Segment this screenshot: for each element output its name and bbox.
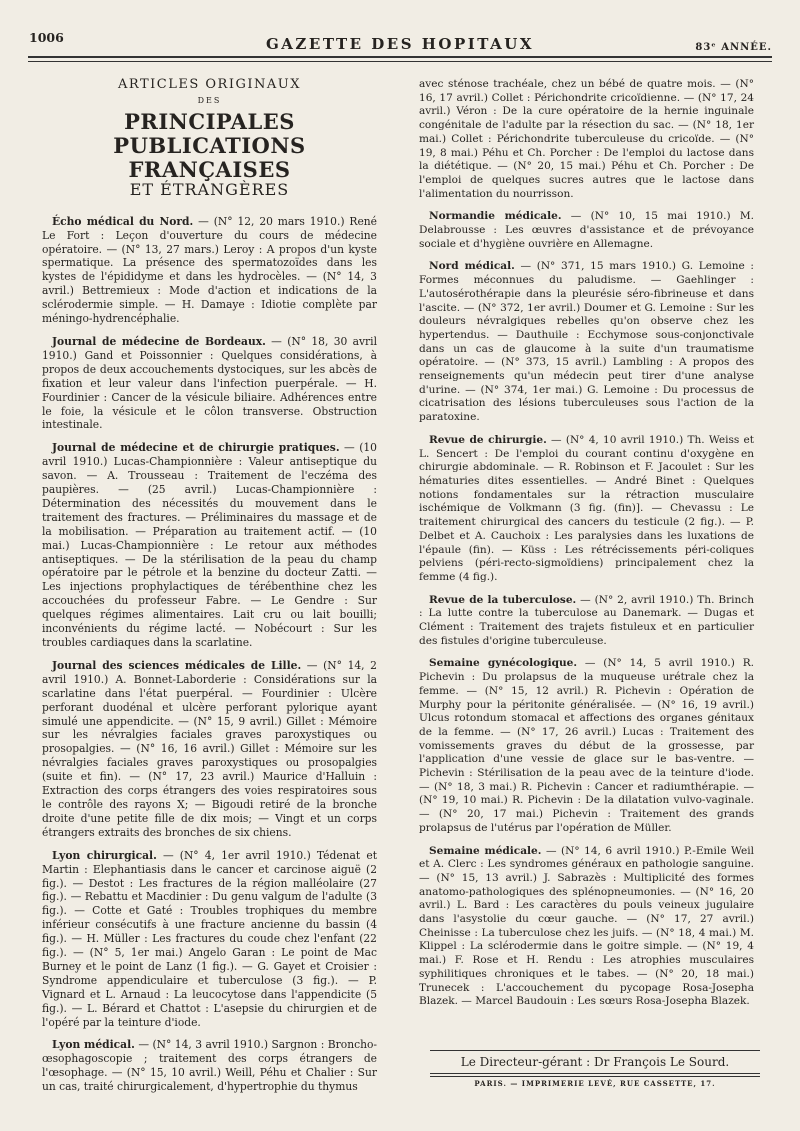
section-title: ARTICLES ORIGINAUX	[118, 77, 301, 92]
publication-entry	[419, 594, 754, 649]
right-entry-list	[419, 78, 754, 1009]
publication-entry	[42, 215, 377, 326]
publication-entry	[42, 441, 377, 650]
journal-name: Lyon médical.	[52, 1038, 135, 1052]
section-subheading: ET ÉTRANGÈRES	[129, 179, 290, 199]
journal-name: Écho médical du Nord.	[52, 214, 194, 228]
entry-text: — (N° 4, 1er avril 1910.) Tédenat et Martin : Elephantiasis dans le cancer et carcinose aiguë (2 fig.). — Destot : Les fractures de la région malléolaire (27 fig.). — Rebattu et Macdinier : Du genu valgum de l'adulte (3 fig.). — Cotte et Gaté : Troubles trophiques du membre inférieur consécutifs à une fracture ancienne du bassin (4 fig.). — H. Müller : Les fractures du coude chez l'enfant (22 fig.). — (N° 5, 1er mai.) Angelo Garan : Le point de Mac Burney et le point de Lanz (1 fig.). — G. Gayet et Croisier : Syndrome appendiculaire et tuberculose (3 fig.). — P. Vignard et L. Arnaud : La leucocytose dans l'appendicite (5 fig.). — L. Bérard et Chattot : L'asepsie du chirurgien et de l'opéré par la teinture d'iode.	[42, 848, 377, 1029]
entry-text: — (N° 371, 15 mars 1910.) G. Lemoine : Formes méconnues du paludisme. — Gaehlinger : L'autosérothérapie dans la pleurésie séro-fibrineuse et dans l'ascite. — (N° 372, 1er avril.) Doumer et G. Lemoine : Sur les douleurs névralgiques rebelles qu'on observe chez les hypertendus. — Dauthuile : Ecchymose sous-conjonctivale dans un cas de glaucome à la suite d'un traumatisme opératoire. — (N° 373, 15 avril.) Lambling : A propos des renseignements qu'un médecin peut tirer d'une analyse d'urine. — (N° 374, 1er mai.) G. Lemoine : Du processus de cicatrisation des lésions tuberculeuses sous l'action de la paratoxine.	[419, 260, 754, 424]
journal-name: Semaine gynécologique.	[429, 657, 578, 670]
entry-text: — (N° 18, 30 avril 1910.) Gand et Poissonnier : Quelques considérations, à propos de deux accouchements dystociques, sur les abcès de fixation et leur valeur dans l'infection puerpérale. — H. Fourdinier : Cancer de la vésicule biliaire. Adhérences entre le foie, la vésicule et le côlon transverse. Obstruction intestinale.	[42, 334, 377, 432]
entry-text: — (N° 2, avril 1910.) Th. Brinch : La lutte contre la tuberculose au Danemark. — Dugas et Clément : Traitement des trajets fistuleux et en particulier des fistules d'origine tuberculeuse.	[419, 593, 755, 647]
footer-rule	[430, 1073, 760, 1074]
left-entry-list	[42, 215, 377, 1094]
publication-entry	[42, 849, 377, 1030]
entry-text: avec sténose trachéale, chez un bébé de quatre mois. — (N° 16, 17 avril.) Collet : Périchondrite cricoïdienne. — (N° 17, 24 avril.) Véron : De la cure opératoire de la hernie inguinale congénitale de l'adulte par la résection du sac. — (N° 18, 1er mai.) Collet : Périchondrite tuberculeuse du cricoïde. — (N° 19, 8 mai.) Péhu et Ch. Porcher : De l'emploi du lactose dans la diététique. — (N° 20, 15 mai.) Péhu et Ch. Porcher : De l'emploi de quelques sucres autres que le lactose dans l'alimentation du nourrisson.	[419, 78, 754, 200]
publication-entry	[419, 260, 754, 424]
entry-text: — (N° 12, 20 mars 1910.) René Le Fort : Leçon d'ouverture du cours de médecine opératoire. — (N° 13, 27 mars.) Leroy : A propos d'un kyste spermatique. La présence des spermatozoïdes dans les kystes de l'épididyme et dans les hydrocèles. — (N° 14, 3 avril.) Bettremieux : Mode d'action et indications de la sclérodermie simple. — H. Damaye : Idiotie complète par méningo-hydrencéphalie.	[42, 214, 377, 326]
entry-text: — (N° 14, 3 avril 1910.) Sargnon : Broncho-œsophagoscopie ; traitement des corps étrangers de l'œsophage. — (N° 15, 10 avril.) Weill, Péhu et Chalier : Sur un cas, traité chirurgicalement, d'hypertrophie du thymus	[42, 1038, 377, 1094]
section-subtitle-des: DES	[197, 95, 222, 105]
journal-name: Journal de médecine de Bordeaux.	[52, 334, 266, 348]
page-footer	[430, 1050, 760, 1088]
left-column	[42, 78, 377, 1103]
page-number: 1006	[29, 30, 64, 45]
publication-entry	[419, 657, 754, 835]
entry-text: — (N° 4, 10 avril 1910.) Th. Weiss et L. Sencert : De l'emploi du courant continu d'oxygène en chirurgie abdominale. — R. Robinson et F. Jacoulet : Sur les hématuries dites essentielles. — André Binet : Quelques notions fondamentales sur la rétraction musculaire ischémique de Volkmann (3 fig. (fin)]. — Chevassu : Le traitement chirurgical des cancers du testicule (2 fig.). — P. Delbet et A. Cauchoix : Les paralysies dans les luxations de l'épaule (fin). — Küss : Les rétrécissements péri-coliques pelviens (péri-recto-sigmoïdiens) principalement chez la femme (4 fig.).	[419, 433, 754, 583]
journal-name: Revue de la tuberculose.	[429, 593, 577, 606]
section-heading: PRINCIPALES PUBLICATIONS FRANÇAISES	[113, 108, 306, 182]
publication-entry	[419, 210, 754, 251]
entry-text: — (10 avril 1910.) Lucas-Championnière : Valeur antiseptique du savon. — A. Trousseau : Traitement de l'eczéma des paupières. — (25 avril.) Lucas-Championnière : Détermination des nécessités du mouvement dans le traitement des fractures. — Préliminaires du massage et de la mobilisation. — Préparation au traitement actif. — (10 mai.) Lucas-Championnière : Le retour aux méthodes antiseptiques. — De la stérilisation de la peau du champ opératoire par le pétrole et la benzine du docteur Zatti. — Les injections prophylactiques de térébenthine chez les accouchées du professeur Fabre. — Le Gendre : Sur quelques régimes alimentaires. Lait cru ou lait bouilli; inconvénients du régime lacté. — Nobécourt : Sur les troubles cardiaques dans la scarlatine.	[42, 441, 377, 649]
director-line: Le Directeur-gérant : Dr François Le Sourd.	[460, 1055, 730, 1069]
publication-entry	[419, 434, 754, 585]
journal-name: Journal de médecine et de chirurgie pratiques.	[52, 441, 340, 455]
footer-rule	[430, 1050, 760, 1051]
journal-title: GAZETTE DES HOPITAUX	[265, 35, 534, 53]
publication-entry	[42, 659, 377, 840]
publication-entry	[419, 78, 754, 201]
header-rule-thin	[28, 61, 772, 62]
entry-text: — (N° 14, 6 avril 1910.) P.-Emile Weil et A. Clerc : Les syndromes généraux en pathologie sanguine. — (N° 15, 13 avril.) J. Sabrazès : Multiplicité des formes anatomo-pathologiques des splénopneumonies. — (N° 16, 20 avril.) L. Bard : Les caractères du pouls veineux jugulaire dans l'asystolie du cœur gauche. — (N° 17, 27 avril.) Cheinisse : La tuberculose chez les juifs. — (N° 18, 4 mai.) M. Klippel : La sclérodermie dans le goitre simple. — (N° 19, 4 mai.) F. Rose et H. Rendu : Les atrophies musculaires syphilitiques chroniques et le tabes. — (N° 20, 18 mai.) Trunecek : L'accouchement du pycopage Rosa-Josepha Blazek. — Marcel Baudouin : Les sœurs Rosa-Josepha Blazek.	[419, 844, 755, 1008]
page-header	[0, 30, 800, 66]
journal-name: Journal des sciences médicales de Lille.	[52, 658, 302, 672]
entry-text: — (N° 14, 2 avril 1910.) A. Bonnet-Laborderie : Considérations sur la scarlatine dans l'état puerpéral. — Fourdinier : Ulcère perforant duodénal et ulcère perforant pylorique ayant simulé une appendicite. — (N° 15, 9 avril.) Gillet : Mémoire sur les névralgies faciales graves paroxystiques ou prosopalgies. — (N° 16, 16 avril.) Gillet : Mémoire sur les névralgies faciales graves paroxystiques ou prosopalgies (suite et fin). — (N° 17, 23 avril.) Maurice d'Halluin : Extraction des corps étrangers des voies respiratoires sous le contrôle des rayons X; — Bigoudi retiré de la bronche droite d'une petite fille de dix mois; — Vingt et un corps étrangers extraits des bronches de six chiens.	[42, 658, 377, 839]
journal-name: Semaine médicale.	[429, 844, 542, 857]
journal-name: Revue de chirurgie.	[429, 433, 547, 446]
right-column	[419, 78, 754, 1018]
journal-name: Normandie médicale.	[429, 210, 562, 223]
entry-text: — (N° 14, 5 avril 1910.) R. Pichevin : Du prolapsus de la muqueuse urétrale chez la femme. — (N° 15, 12 avril.) R. Pichevin : Opération de Murphy pour la péritonite généralisée. — (N° 16, 19 avril.) Ulcus rotondum stomacal et affections des organes génitaux de la femme. — (N° 17, 26 avril.) Lucas : Traitement des vomissements graves du début de la grossesse, par l'application d'une vessie de glace sur le bas-ventre. — Pichevin : Stérilisation de la peau avec de la teinture d'iode. — (N° 18, 3 mai.) R. Pichevin : Cancer et radiumthérapie. — (N° 19, 10 mai.) R. Pichevin : De la dilatation vulvo-vaginale. — (N° 20, 17 mai.) Pichevin : Traitement des grands prolapsus de l'utérus par l'opération de Müller.	[419, 657, 754, 834]
year-label: 83ᵉ ANNÉE.	[695, 42, 772, 53]
entry-text: — (N° 10, 15 mai 1910.) M. Delabrousse : Les œuvres d'assistance et de prévoyance sociale et d'hygiène ouvrière en Allemagne.	[419, 210, 754, 250]
footer-rule	[430, 1076, 760, 1077]
publication-entry	[419, 845, 754, 1009]
journal-name: Lyon chirurgical.	[52, 848, 157, 862]
publication-entry	[42, 1038, 377, 1094]
printer-line: PARIS. — IMPRIMERIE LEVÉ, RUE CASSETTE, 17.	[474, 1079, 716, 1088]
journal-name: Nord médical.	[429, 260, 515, 273]
publication-entry	[42, 335, 377, 432]
header-rule-thick	[28, 56, 772, 58]
